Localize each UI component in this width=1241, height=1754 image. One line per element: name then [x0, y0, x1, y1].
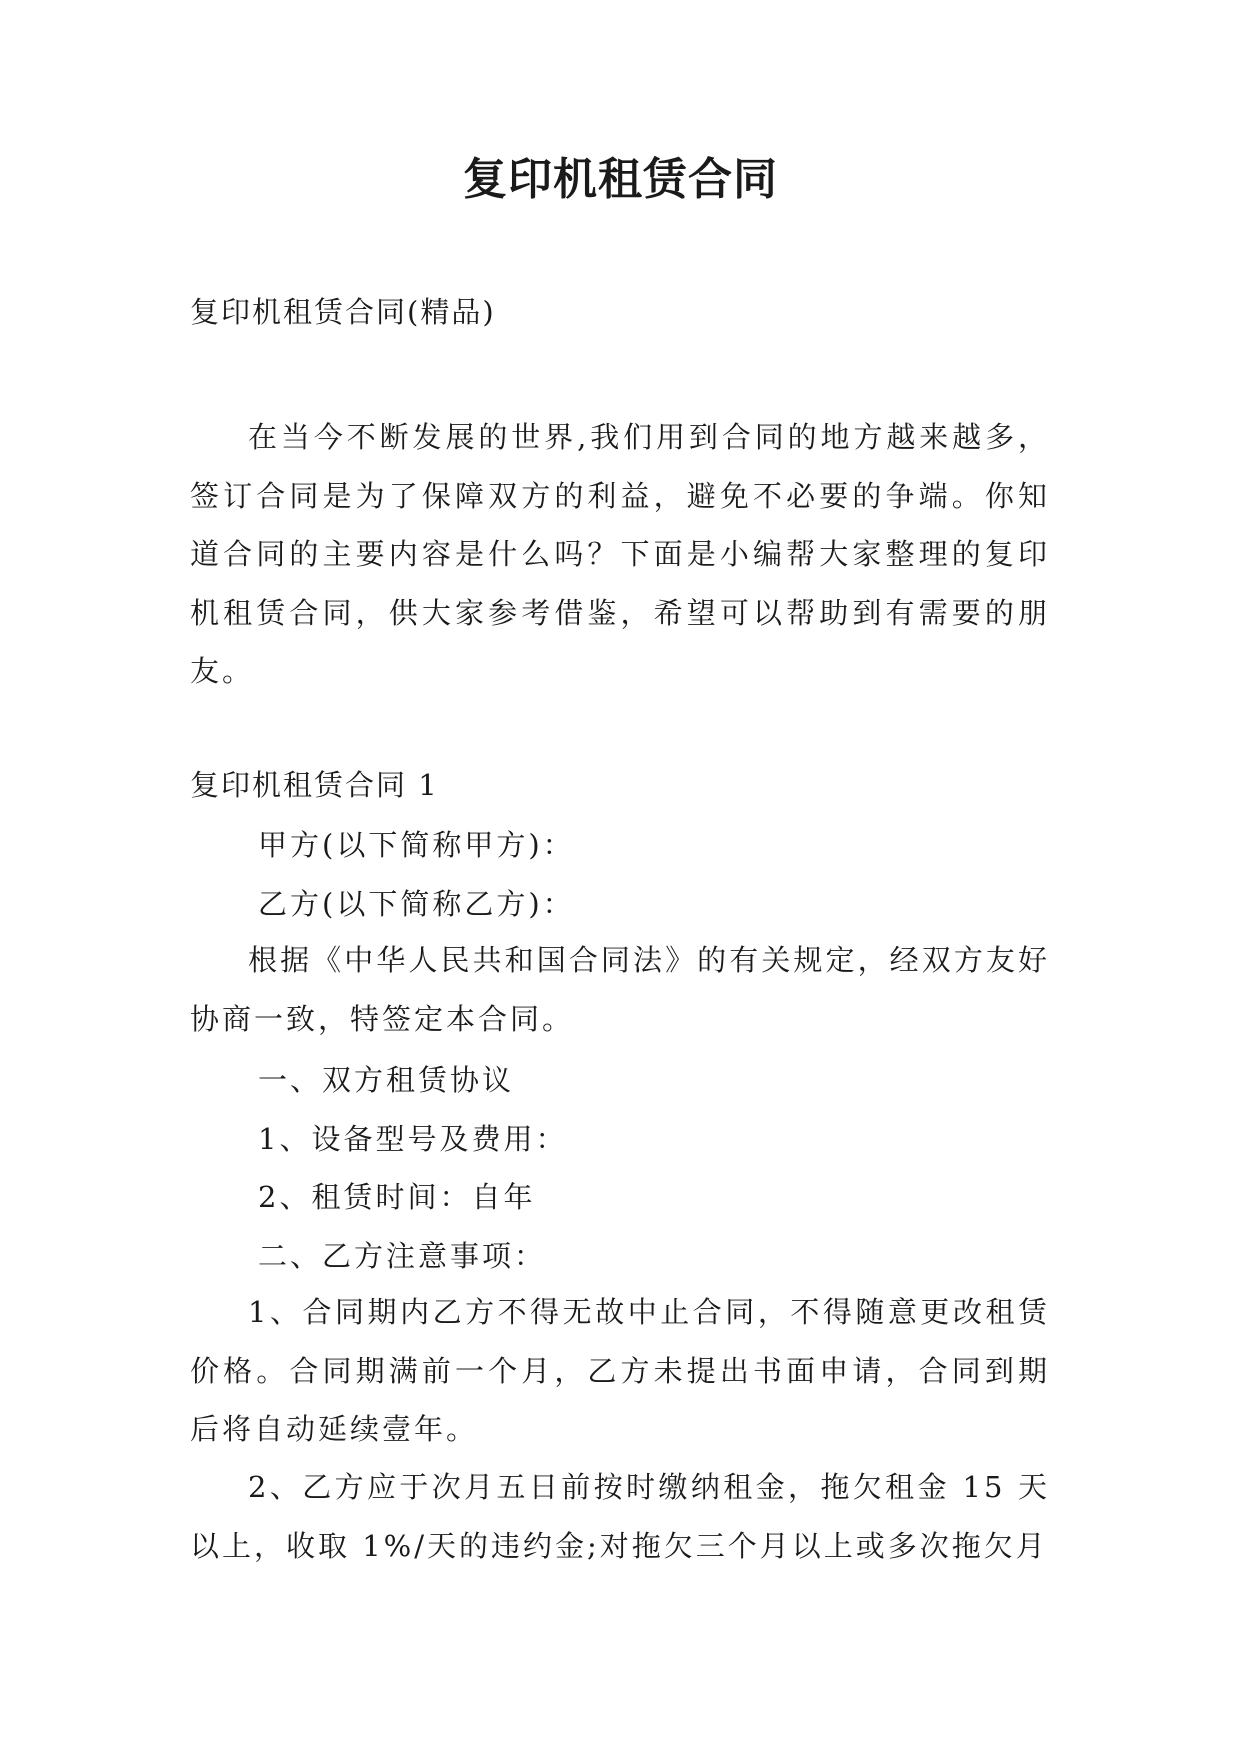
section-2-title: 二、乙方注意事项：	[258, 1239, 547, 1273]
section-heading: 复印机租赁合同 1	[190, 768, 439, 802]
party-b-line: 乙方(以下简称乙方)：	[258, 887, 575, 921]
section-2-item-2: 2、乙方应于次月五日前按时缴纳租金，拖欠租金 15 天以上，收取 1%/天的违约金;对拖欠三个月以上或多次拖欠月	[190, 1470, 1050, 1563]
section-2-item-1: 1、合同期内乙方不得无故中止合同，不得随意更改租赁价格。合同期满前一个月，乙方未提出书面申请，合同到期后将自动延续壹年。	[190, 1295, 1050, 1446]
party-a-line: 甲方(以下简称甲方)：	[258, 828, 575, 862]
section-1-title: 一、双方租赁协议	[258, 1063, 515, 1097]
section-1-item-1: 1、设备型号及费用：	[258, 1122, 568, 1156]
law-basis-paragraph: 根据《中华人民共和国合同法》的有关规定，经双方友好协商一致，特签定本合同。	[190, 943, 1050, 1036]
document-subtitle: 复印机租赁合同(精品)	[190, 295, 496, 329]
section-1-item-2: 2、租赁时间：自年	[258, 1180, 536, 1214]
intro-paragraph: 在当今不断发展的世界,我们用到合同的地方越来越多，签订合同是为了保障双方的利益，避免不必要的争端。你知道合同的主要内容是什么吗？下面是小编帮大家整理的复印机租赁合同，供大家参考借鉴，希望可以帮助到有需要的朋友。	[190, 420, 1050, 688]
document-title: 复印机租赁合同	[463, 154, 778, 205]
